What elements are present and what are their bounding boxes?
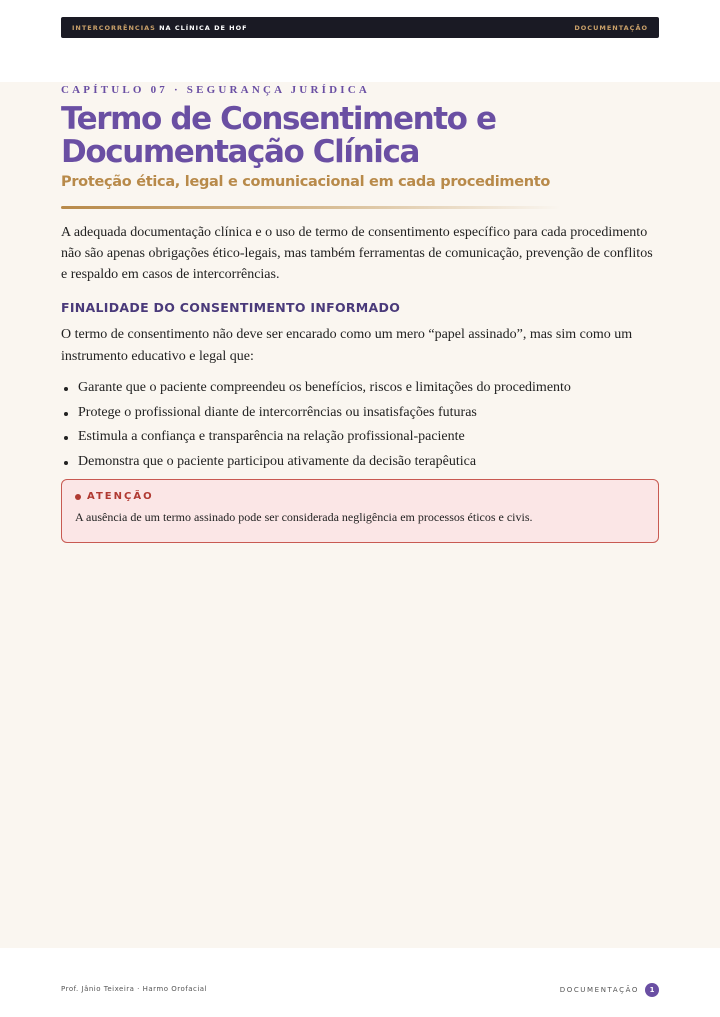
list-item-text: Estimula a confiança e transparência na relação profissional-paciente — [78, 429, 465, 444]
page-subtitle: Proteção ética, legal e comunicacional em cada procedimento — [61, 174, 551, 190]
series-title — [72, 24, 248, 32]
section-paragraph: O termo de consentimento não deve ser encarado como um mero “papel assinado”, mas sim como um instrumento educativo e legal que: — [61, 327, 633, 364]
title-divider — [61, 206, 561, 209]
attention-label: ATENÇÃO — [87, 491, 154, 502]
footer-right — [560, 983, 659, 997]
series-title-accent: INTERCORRÊNCIAS — [72, 23, 156, 32]
intro-paragraph: A adequada documentação clínica e o uso de termo de consentimento específico para cada procedimento não são apenas obrigações ético-legais, mas também ferramentas de comunicação, prevenção de conflitos e respaldo em casos de intercorrências. — [61, 225, 653, 282]
list-item — [61, 450, 661, 475]
list-item-text: Garante que o paciente compreendeu os benefícios, riscos e limitações do procedimento — [78, 380, 571, 395]
bullet-icon — [64, 436, 68, 440]
bullet-icon — [64, 412, 68, 416]
footer-author: Prof. Jânio Teixeira · Harmo Orofacial — [61, 985, 208, 993]
page-title: Termo de Consentimento e Documentação Clínica — [61, 101, 496, 170]
header-section-label: DOCUMENTAÇÃO — [574, 23, 648, 32]
list-item — [61, 376, 661, 401]
bullet-icon — [64, 461, 68, 465]
attention-text: A ausência de um termo assinado pode ser considerada negligência em processos éticos e civis. — [75, 510, 533, 524]
attention-heading — [75, 491, 645, 502]
chapter-label: CAPÍTULO 07 · SEGURANÇA JURÍDICA — [61, 84, 370, 96]
list-item — [61, 401, 661, 426]
section-heading: FINALIDADE DO CONSENTIMENTO INFORMADO — [61, 300, 401, 315]
footer-section-label: DOCUMENTAÇÃO — [559, 986, 639, 994]
running-header — [61, 17, 659, 38]
list-item — [61, 425, 661, 450]
list-item-text: Protege o profissional diante de intercorrências ou insatisfações futuras — [78, 404, 477, 420]
attention-callout — [61, 479, 659, 543]
bullet-icon — [64, 387, 68, 391]
alert-dot-icon — [75, 494, 81, 500]
series-title-rest: NA CLÍNICA DE HOF — [159, 23, 248, 32]
page-number-badge: 1 — [645, 983, 659, 997]
purpose-list — [61, 376, 661, 474]
list-item-text: Demonstra que o paciente participou ativamente da decisão terapêutica — [78, 453, 477, 469]
